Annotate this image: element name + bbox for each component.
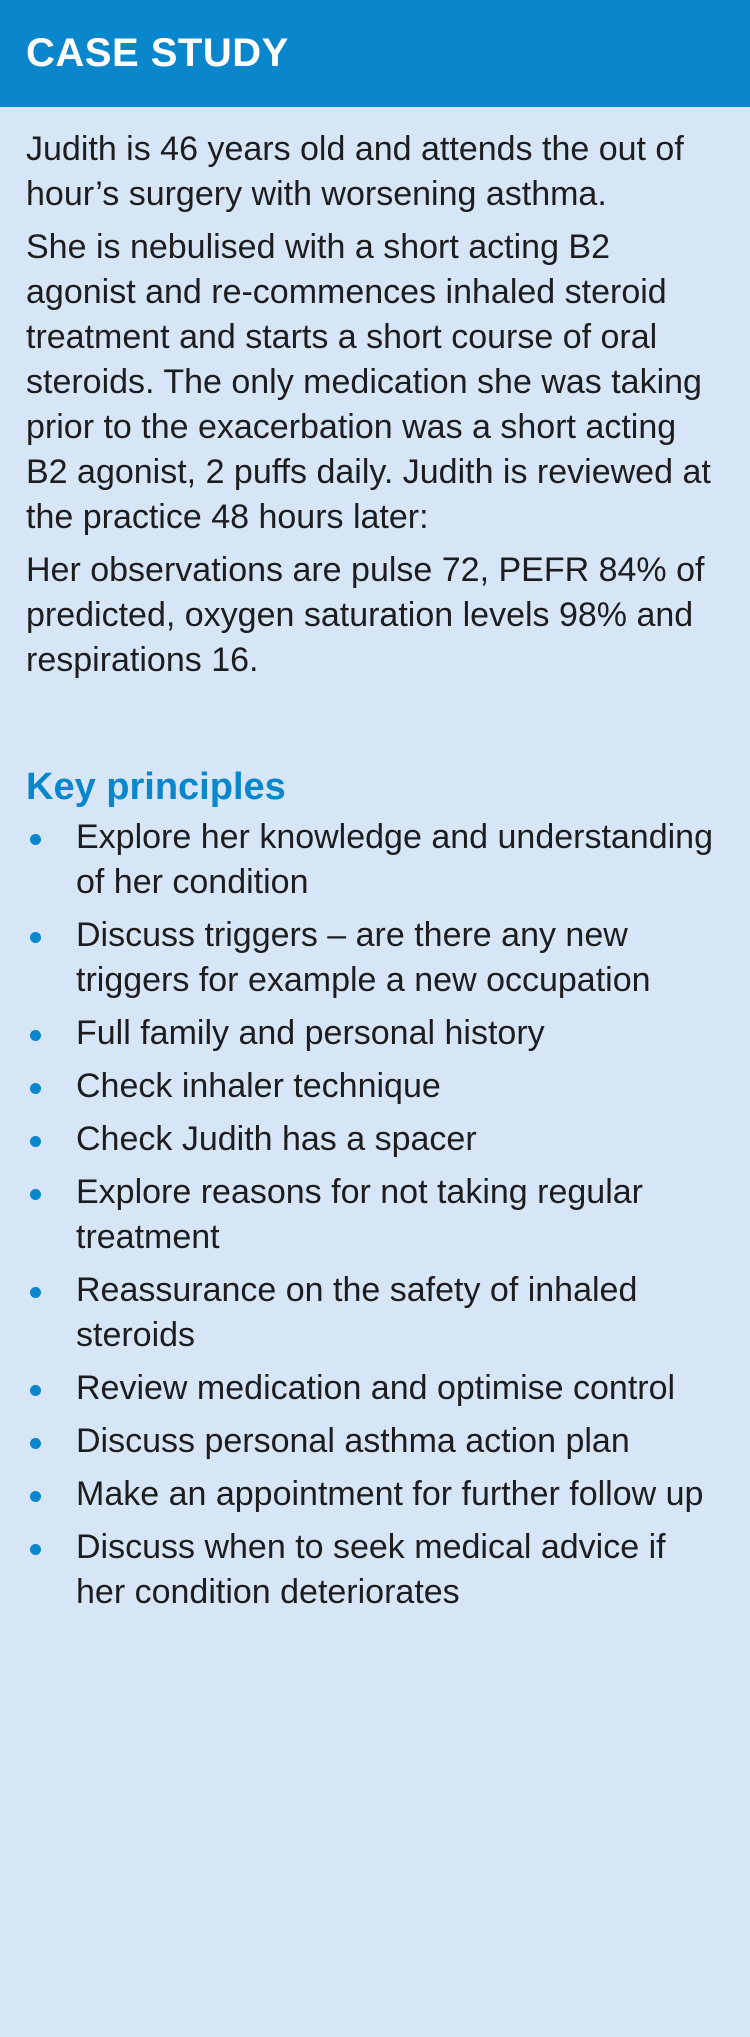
list-item [26, 1419, 724, 1464]
list-item [26, 1011, 724, 1056]
key-principles-heading: Key principles [26, 766, 286, 808]
case-study-title: CASE STUDY [26, 31, 289, 75]
list-item-text: Make an appointment for further follow up [76, 1475, 704, 1513]
list-item-text: Explore reasons for not taking regular treatment [76, 1173, 643, 1256]
list-item [26, 1525, 724, 1615]
bullet-icon [30, 1136, 41, 1147]
intro-paragraph: Judith is 46 years old and attends the out of hour’s surgery with worsening asthma. [26, 130, 684, 213]
bullet-icon [30, 932, 41, 943]
bullet-icon [30, 1287, 41, 1298]
list-item-text: Review medication and optimise control [76, 1369, 676, 1407]
list-item-text: Explore her knowledge and understanding of her condition [76, 818, 714, 901]
bullet-icon [30, 1189, 41, 1200]
list-item [26, 815, 724, 905]
list-item-text: Discuss personal asthma action plan [76, 1422, 630, 1460]
bullet-icon [30, 1083, 41, 1094]
bullet-icon [30, 834, 41, 845]
list-item [26, 1064, 724, 1109]
list-item [26, 1366, 724, 1411]
case-study-content [0, 107, 750, 1615]
bullet-icon [30, 1385, 41, 1396]
list-item [26, 1170, 724, 1260]
list-item [26, 1268, 724, 1358]
list-item [26, 913, 724, 1003]
list-item [26, 1472, 724, 1517]
list-item [26, 1117, 724, 1162]
list-item-text: Discuss when to seek medical advice if her condition deteriorates [76, 1528, 666, 1611]
bullet-icon [30, 1030, 41, 1041]
observations-paragraph: Her observations are pulse 72, PEFR 84% of predicted, oxygen saturation levels 98% and respirations 16. [26, 551, 705, 679]
bullet-icon [30, 1438, 41, 1449]
treatment-paragraph: She is nebulised with a short acting B2 agonist and re-commences inhaled steroid treatment and starts a short course of oral steroids. The only medication she was taking prior to the exacerbation was a short acting B2 agonist, 2 puffs daily. Judith is reviewed at the practice 48 hours later: [26, 228, 711, 536]
list-item-text: Discuss triggers – are there any new triggers for example a new occupation [76, 916, 651, 999]
list-item-text: Check Judith has a spacer [76, 1120, 477, 1158]
key-principles-list [26, 815, 724, 1615]
list-item-text: Check inhaler technique [76, 1067, 441, 1105]
bullet-icon [30, 1491, 41, 1502]
list-item-text: Full family and personal history [76, 1014, 545, 1052]
case-study-header [0, 0, 750, 107]
list-item-text: Reassurance on the safety of inhaled steroids [76, 1271, 638, 1354]
bullet-icon [30, 1544, 41, 1555]
